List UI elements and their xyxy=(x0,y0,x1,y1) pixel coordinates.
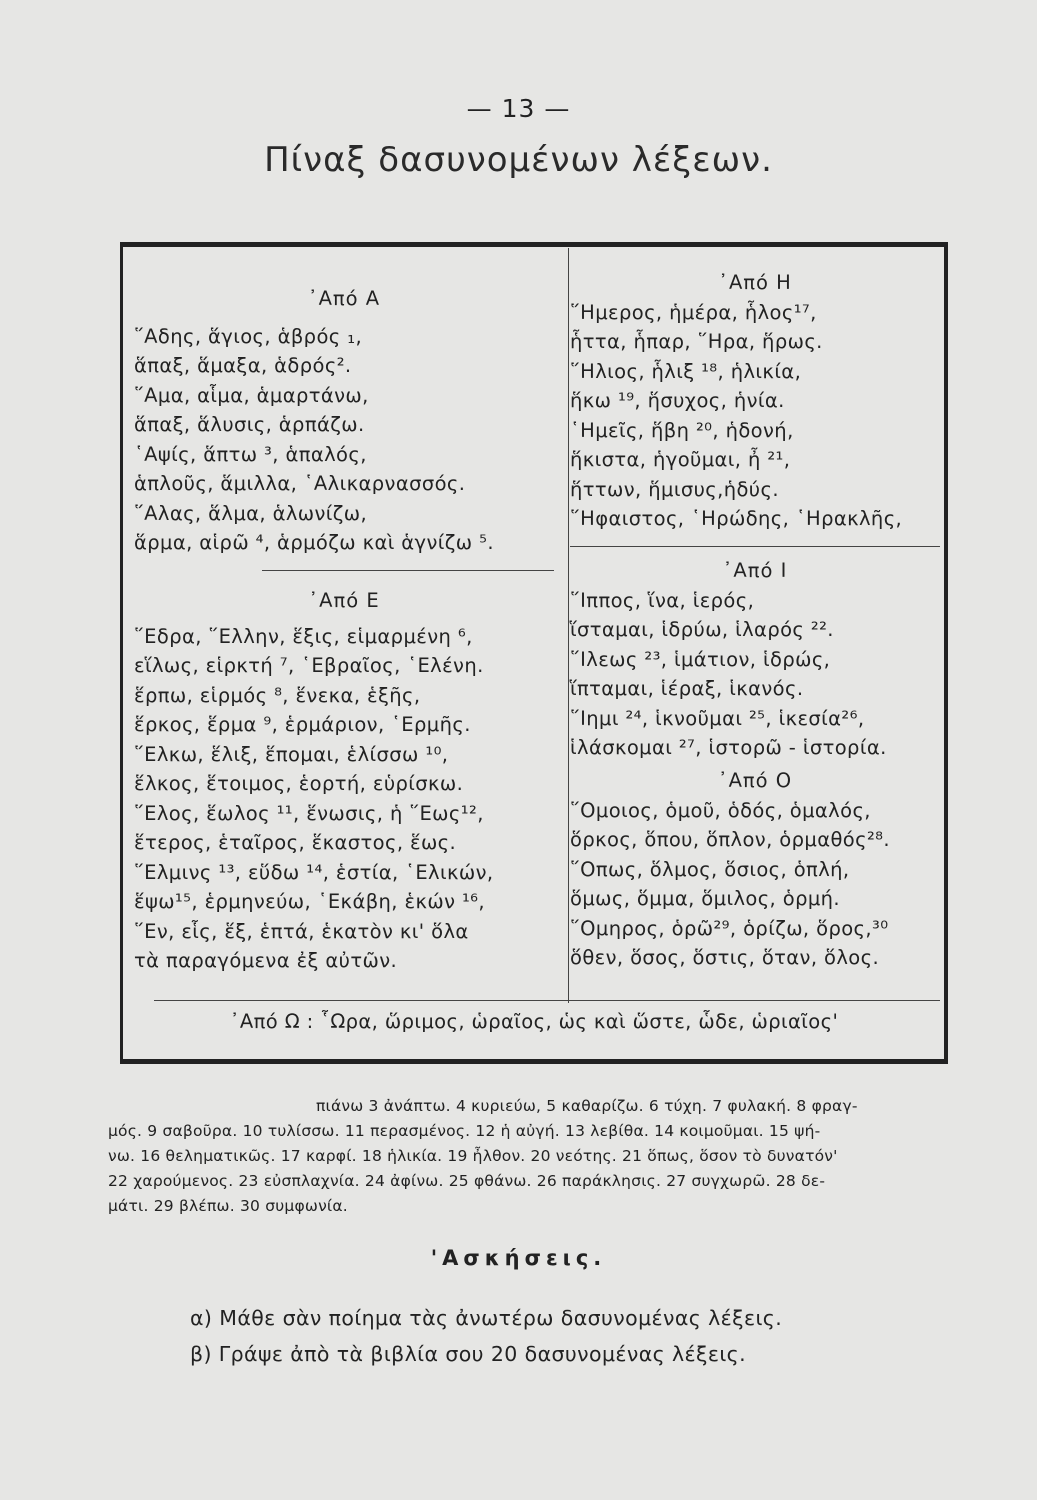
eta-line: ῞Ημερος, ἡμέρα, ἧλος¹⁷, xyxy=(570,300,817,324)
alpha-line: ῾Αψίς, ἅπτω ³, ἁπαλός, xyxy=(134,442,367,466)
iota-line: ῞Ιημι ²⁴, ἱκνοῦμαι ²⁵, ἱκεσία²⁶, xyxy=(570,706,865,730)
page-title: Πίναξ δασυνομένων λέξεων. xyxy=(264,140,773,180)
eta-heading: ᾿Από Η xyxy=(718,271,792,294)
eta-line: ῞Ηφαιστος, ῾Ηρώδης, ῾Ηρακλῆς, xyxy=(570,507,903,530)
exercise-item-b: β) Γράψε ἀπὸ τὰ βιβλία σου 20 δασυνομένας λέξεις. xyxy=(190,1342,747,1366)
footnote-line: πιάνω 3 ἀνάπτω. 4 κυριεύω, 5 καθαρίζω. 6 τύχη. 7 φυλακή. 8 φραγ- xyxy=(316,1097,858,1115)
exercises-title: 'Ασκήσεις. xyxy=(430,1246,607,1270)
epsilon-line: ῞Ελος, ἕωλος ¹¹, ἕνωσις, ἡ ῞Εως¹², xyxy=(134,801,484,825)
section-separator xyxy=(570,546,940,547)
iota-section xyxy=(570,556,940,763)
footnote-line: μάτι. 29 βλέπω. 30 συμφωνία. xyxy=(108,1197,348,1215)
alpha-line: ῞Αλας, ἅλμα, ἁλωνίζω, xyxy=(134,501,368,525)
eta-line: ἧττα, ἧπαρ, ῞Ηρα, ἥρως. xyxy=(570,330,823,353)
page-number: — 13 — xyxy=(466,94,571,123)
footnote-line: 22 χαρούμενος. 23 εὐσπλαχνία. 24 ἀφίνω. 25 φθάνω. 26 παράκλησις. 27 συγχωρῶ. 28 δε- xyxy=(108,1172,826,1190)
eta-line: ῞Ηλιος, ἧλιξ ¹⁸, ἡλικία, xyxy=(570,359,802,383)
eta-line: ἥκιστα, ἡγοῦμαι, ἦ ²¹, xyxy=(570,448,791,471)
eta-line: ἥκω ¹⁹, ἥσυχος, ἡνία. xyxy=(570,389,785,412)
omicron-line: ὅμως, ὅμμα, ὅμιλος, ὁρμή. xyxy=(570,887,841,910)
omega-separator xyxy=(154,1000,940,1001)
alpha-line: ῞Αμα, αἷμα, ἁμαρτάνω, xyxy=(134,383,369,407)
epsilon-heading: ᾿Από Ε xyxy=(308,589,380,612)
section-separator xyxy=(262,570,554,571)
eta-line: ῾Ημεῖς, ἥβη ²⁰, ἡδονή, xyxy=(570,418,794,442)
epsilon-line: ἕλκος, ἕτοιμος, ἑορτή, εὑρίσκω. xyxy=(134,772,464,795)
alpha-line: ἁπλοῦς, ἅμιλλα, ῾Αλικαρνασσός. xyxy=(134,472,466,495)
iota-heading: ᾿Από Ι xyxy=(722,559,788,582)
omega-section-line: ᾿Από Ω : ῟Ωρα, ὥριμος, ὡραῖος, ὡς καὶ ὥστε, ὧδε, ὡριαῖος' xyxy=(229,1010,839,1033)
alpha-line: ἅρμα, αἱρῶ ⁴, ἁρμόζω καὶ ἁγνίζω ⁵. xyxy=(134,531,494,554)
footnotes xyxy=(108,1094,948,1219)
epsilon-line: ἕτερος, ἑταῖρος, ἕκαστος, ἕως. xyxy=(134,831,457,854)
alpha-heading: ᾿Από Α xyxy=(307,287,381,310)
iota-line: ἵπταμαι, ἱέραξ, ἱκανός. xyxy=(570,677,804,700)
column-divider xyxy=(568,248,569,1003)
iota-line: ῞Ιππος, ἵνα, ἱερός, xyxy=(570,588,755,612)
footnote-line: νω. 16 θεληματικῶς. 17 καρφί. 18 ἡλικία. 19 ἦλθον. 20 νεότης. 21 ὅπως, ὅσον τὸ δυνατόν' xyxy=(108,1147,838,1165)
epsilon-line: ἕρκος, ἕρμα ⁹, ἑρμάριον, ῾Ερμῆς. xyxy=(134,713,471,736)
eta-section xyxy=(570,268,940,534)
epsilon-line: ῞Ελμινς ¹³, εὕδω ¹⁴, ἑστία, ῾Ελικών, xyxy=(134,860,494,884)
alpha-line: ἅπαξ, ἅλυσις, ἁρπάζω. xyxy=(134,413,365,436)
iota-line: ἵσταμαι, ἱδρύω, ἱλαρός ²². xyxy=(570,618,834,641)
epsilon-line: τὰ παραγόμενα ἐξ αὐτῶν. xyxy=(134,949,398,972)
footnote-line: μός. 9 σαβοῦρα. 10 τυλίσσω. 11 περασμένος. 12 ἡ αὐγή. 13 λεβίθα. 14 κοιμοῦμαι. 15 ψή- xyxy=(108,1122,821,1140)
epsilon-line: εἵλως, εἱρκτή ⁷, ῾Εβραῖος, ῾Ελένη. xyxy=(134,654,484,677)
iota-line: ῞Ιλεως ²³, ἱμάτιον, ἱδρώς, xyxy=(570,647,831,671)
omicron-line: ῞Ομοιος, ὁμοῦ, ὁδός, ὁμαλός, xyxy=(570,798,871,822)
alpha-line: ἅπαξ, ἅμαξα, ἁδρός². xyxy=(134,354,352,377)
epsilon-line: ῞Ελκω, ἕλιξ, ἕπομαι, ἑλίσσω ¹⁰, xyxy=(134,742,449,766)
omicron-line: ῞Οπως, ὅλμος, ὅσιος, ὁπλή, xyxy=(570,857,850,881)
iota-line: ἱλάσκομαι ²⁷, ἱστορῶ - ἱστορία. xyxy=(570,736,887,759)
eta-line: ἥττων, ἥμισυς,ἡδύς. xyxy=(570,477,779,501)
alpha-line: ῞Αδης, ἅγιος, ἁβρός ₁, xyxy=(134,324,363,348)
omicron-section xyxy=(570,766,940,973)
omicron-heading: ᾿Από Ο xyxy=(717,769,793,792)
omicron-line: ῞Ομηρος, ὁρῶ²⁹, ὁρίζω, ὅρος,³⁰ xyxy=(570,916,889,940)
epsilon-line: ἕψω¹⁵, ἑρμηνεύω, ῾Εκάβη, ἑκών ¹⁶, xyxy=(134,890,485,913)
epsilon-line: ῞Εν, εἷς, ἕξ, ἑπτά, ἑκατὸν κι' ὅλα xyxy=(134,919,469,943)
omicron-line: ὅρκος, ὅπου, ὅπλον, ὁρμαθός²⁸. xyxy=(570,828,890,851)
exercise-item-a: α) Μάθε σὰν ποίημα τὰς ἀνωτέρω δασυνομένας λέξεις. xyxy=(190,1306,783,1330)
epsilon-line: ἕρπω, εἱρμός ⁸, ἕνεκα, ἑξῆς, xyxy=(134,683,421,707)
epsilon-line: ῞Εδρα, ῞Ελλην, ἕξις, εἱμαρμένη ⁶, xyxy=(134,624,473,648)
omicron-line: ὅθεν, ὅσος, ὅστις, ὅταν, ὅλος. xyxy=(570,946,880,969)
alpha-section xyxy=(134,284,554,558)
epsilon-section xyxy=(134,586,554,976)
